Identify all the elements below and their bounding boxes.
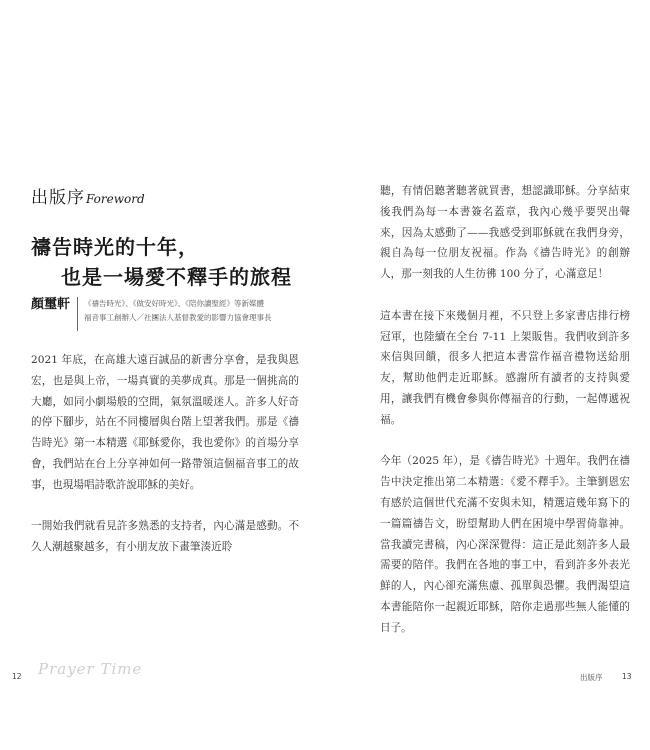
section-label-en: Foreword [86,192,145,206]
paragraph: 2021 年底，在高雄大遠百誠品的新書分享會，是我與恩宏，也是與上帝，一場真實的美夢成真。那是一個挑高的大廳，如同小劇場般的空間，氣氛溫暖迷人。許多人好奇的停下腳步，站在不同樓層與台階上望著我們。那是《禱告時光》第一本精選《耶穌愛你，我也愛你》的首場分享會，我們站在台上分享神如何一路帶領這個福音事工的故事，也現場唱詩歌許說耶穌的美好。 [31,354,299,491]
page-title [31,232,311,292]
right-body-text [380,181,630,659]
paragraph: 這本書在接下來幾個月裡，不只登上多家書店排行榜冠軍，也陸續在全台 7-11 上架販售。我們收到許多來信與回饋，很多人把這本書當作福音禮物送給朋友，幫助他們走近耶穌。感謝所有讀者的支持與愛用，讓我們有機會參與你傳福音的行動，一起傳遞祝福。 [380,309,630,426]
author-name: 顏璽軒 [31,297,78,331]
running-head: 出版序 [580,673,603,682]
section-label [31,183,145,207]
author-desc-line-1: 《禱告時光》、《做安好時光》、《陪你讀聖經》等新媒體 [84,299,265,308]
paragraph: 一開始我們就看見許多熟悉的支持者，內心滿是感動。不久人潮越聚越多，有小朋友放下畫筆湊近聆 [31,520,299,554]
author-desc-line-2: 福音事工創辦人／社團法人基督教愛的影響力協會理事長 [84,313,272,322]
author-description [84,297,272,325]
section-label-zh: 出版序 [31,188,85,208]
paragraph: 今年（2025 年），是《禱告時光》十週年。我們在禱告中決定推出第二本精選：《愛不釋手》。主筆劉恩宏有感於這個世代充滿不安與未知，精選這幾年寫下的一篇篇禱告文，盼望幫助人們在困境中學習倚靠神。當我讀完書稿，內心深深覺得：這正是此刻許多人最需要的陪伴。我們在各地的事工中，看到許多外表光鮮的人，內心卻充滿焦慮、孤單與恐懼。我們渴望這本書能陪你一起親近耶穌，陪你走過那些無人能懂的日子。 [380,455,630,634]
author-block [31,297,311,331]
page-number-left: 12 [12,672,22,681]
paragraph: 聽，有情侶聽著聽著就買書，想認識耶穌。分享結束後我們為每一本書簽名蓋章，我內心幾乎要哭出聲來，因為太感動了——我感受到耶穌就在我們身旁，親自為每一位朋友祝福。作為《禱告時光》的創辦人，那一刻我的人生彷彿 100 分了，心滿意足！ [380,185,630,281]
title-line-2: 也是一場愛不釋手的旅程 [61,265,292,289]
title-line-1: 禱告時光的十年， [31,235,199,259]
left-body-text [31,350,299,579]
script-watermark: Prayer Time [38,660,143,678]
page-number-right: 13 [622,672,632,681]
